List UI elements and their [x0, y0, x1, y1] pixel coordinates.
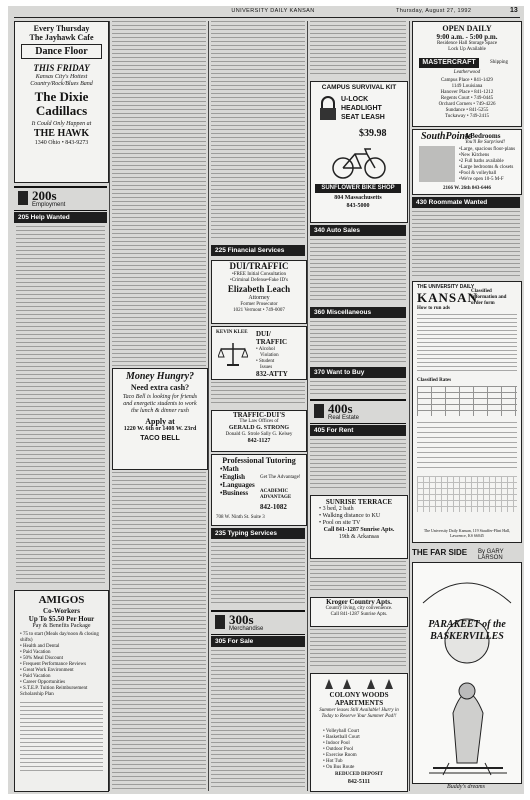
tutoring-advantage: Get The Advantage!	[260, 475, 301, 480]
bicycle-icon	[331, 146, 387, 180]
colony-item: • Exercise Room	[323, 753, 357, 758]
merchandise-section-head	[211, 610, 305, 635]
survival-store: SUNFLOWER BIKE SHOP	[315, 184, 401, 193]
real-estate-section-head	[310, 399, 406, 424]
jayhawk-dance-floor: Dance Floor	[21, 44, 102, 59]
colony-item: • Indoor Pool	[323, 741, 350, 746]
sunrise-title: SUNRISE TERRACE	[325, 498, 393, 506]
merch-300s: 300s	[229, 612, 254, 627]
masthead-rule	[14, 17, 520, 18]
mastercraft-ad	[412, 21, 522, 127]
southpointe-feature: •2 Full baths available	[459, 159, 504, 164]
colony-phone: 842-5111	[347, 779, 371, 785]
roommate-text	[412, 211, 520, 277]
kroger-line2: Call 841-1287 Sunrise Apts.	[330, 612, 388, 617]
amigos-benefit: • S.T.E.P. Tuition Reimbursement Scholarship Plan	[20, 686, 88, 697]
tutoring-address: 708 W. Ninth St. Suite 3	[216, 515, 265, 520]
jayhawk-cafe-ad	[14, 21, 109, 183]
southpointe-feature: •Pool & volleyball	[459, 171, 497, 176]
southpointe-logo: SouthPointe	[421, 131, 473, 142]
for-sale-header: 305 For Sale	[211, 636, 305, 647]
klee-line4: Violation	[260, 353, 279, 358]
amigos-benefit: • Health and Dental	[20, 644, 60, 649]
miscellaneous-header: 360 Miscellaneous	[310, 307, 406, 318]
survival-address: 804 Massachusetts	[334, 195, 382, 201]
amigos-benefit: • Paid Vacation	[20, 674, 51, 679]
mc-locations	[417, 78, 517, 120]
campus-survival-kit-ad	[310, 81, 408, 223]
page-number: 13	[510, 7, 518, 14]
tutoring-item: •Math	[220, 465, 239, 473]
amigos-benefit: • 75 to start (Meals day/noon & closing shifts)	[20, 632, 99, 643]
kroger-country-ad	[310, 597, 408, 627]
southpointe-feature: •We're open 10-5 M-F	[459, 177, 504, 182]
mc-line2: Lock Up Available	[448, 47, 486, 52]
colony-list	[323, 729, 360, 771]
taco-address: 1220 W. 6th or 1408 W. 23rd	[123, 426, 197, 432]
dui-title: DUI/TRAFFIC	[229, 261, 289, 271]
house-icon	[314, 404, 324, 418]
far-side-byline: By GARY LARSON	[478, 549, 504, 561]
southpointe-feature: •Large, spacious floor-plans	[459, 147, 516, 152]
merchandise-icon	[215, 615, 225, 629]
amigos-benefit: • Great Work Environment	[20, 668, 74, 673]
traffic-line2: Donald G. Strole Sally G. Kelsey	[225, 432, 293, 437]
amigos-benefit: • Paid Vacation	[20, 650, 51, 655]
auto-sales-text	[310, 239, 406, 303]
taco-extra-cash: Need extra cash?	[130, 383, 190, 392]
amigos-body-text	[20, 702, 103, 772]
classified-header-small: THE UNIVERSITY DAILY	[417, 284, 475, 290]
colony-line1: Summer leases Still Available! Hurry in Today to Reserve Your Summer Pad!!	[319, 708, 399, 719]
roommate-wanted-header: 430 Roommate Wanted	[412, 197, 520, 208]
jayhawk-line11: 1340 Ohio • 843-9273	[34, 140, 89, 146]
traffic-title: TRAFFIC-DUI'S	[232, 411, 286, 419]
southpointe-features	[459, 147, 519, 183]
dui-line2: •Criminal Defense•Fake ID's	[230, 278, 288, 283]
amigos-pay: Up To $5.50 Per Hour	[28, 615, 95, 623]
survival-price: $39.98	[359, 128, 387, 139]
help-wanted-header-1: 205 Help Wanted	[14, 212, 107, 223]
classified-kansan: KANSAN	[417, 290, 478, 305]
amigos-benefit: • 50% Meal Discount	[20, 656, 63, 661]
typing-services-header: 235 Typing Services	[211, 528, 305, 539]
taco-apply: Apply at	[145, 417, 175, 426]
classified-instructions	[417, 314, 517, 374]
typing-text	[211, 542, 305, 606]
mc-line1: Residence Hall Storage Space	[436, 41, 498, 46]
help-wanted-text-3	[112, 472, 206, 790]
survival-item-2: HEADLIGHT	[341, 105, 382, 112]
jayhawk-line10: THE HAWK	[33, 128, 90, 139]
kroger-title: Kroger Country Apts.	[326, 598, 392, 606]
sunrise-terrace-ad	[310, 495, 408, 559]
employment-200s: 200s	[32, 188, 57, 203]
help-wanted-text-4	[211, 21, 305, 241]
realestate-label: Real Estate	[328, 415, 360, 421]
employment-section-head	[14, 186, 107, 211]
taco-bell-ad	[112, 368, 208, 470]
kevin-klee-ad	[211, 326, 307, 380]
sunrise-phone: Call 841-1287 Sunrise Apts.	[323, 527, 395, 533]
colony-title: COLONY WOODS APARTMENTS	[329, 691, 389, 707]
far-side-caption: Buddy's dreams	[447, 784, 485, 790]
for-sale-text	[211, 650, 305, 790]
masthead: UNIVERSITY DAILY KANSAN	[231, 8, 315, 14]
realestate-400s: 400s	[328, 401, 353, 416]
mc-hours: 9:00 a.m. - 5:00 p.m.	[436, 33, 498, 41]
southpointe-phone: 2166 W. 26th 843-6446	[442, 186, 492, 191]
mc-location: Hanover Place • 841-1212	[440, 90, 494, 95]
employment-icon	[18, 191, 28, 205]
amigos-ad	[14, 590, 109, 792]
mc-location: 1149 Louisiana	[451, 84, 483, 89]
taco-money-hungry: Money Hungry?	[125, 371, 195, 382]
mc-shipping: Shipping	[489, 60, 509, 65]
amigos-benefit: • Frequent Performance Reviews	[20, 662, 87, 667]
klee-phone: 832-ATTY	[256, 370, 288, 378]
jayhawk-line9: It Could Only Happen at	[31, 121, 92, 127]
cartoon-balloon-text: PARAKEET of the BASKERVILLES	[428, 619, 506, 642]
dui-role: Attorney	[248, 295, 270, 301]
sunrise-address: 19th & Arkansas	[338, 534, 380, 540]
jayhawk-line6: Country/Rock/Blues Band	[30, 81, 93, 87]
tutoring-item: •Business	[220, 489, 249, 497]
sunrise-item: • Walking distance to KU	[319, 513, 381, 519]
klee-name: KEVIN KLEE	[216, 330, 248, 335]
mc-open-daily: OPEN DAILY	[442, 24, 492, 33]
want-to-buy-header: 370 Want to Buy	[310, 367, 406, 378]
dui-address: 1021 Vermont • 749-0007	[233, 308, 285, 313]
klee-line1: DUI/	[256, 330, 271, 338]
merch-label: Merchandise	[229, 626, 264, 632]
southpointe-4bed: 4 Bedrooms	[465, 132, 501, 140]
survival-item-1: U-LOCK	[341, 96, 369, 103]
taco-body: Taco Bell is looking for friends and energetic students to work the lunch & dinner rush	[122, 394, 198, 414]
mc-location: Regents Court • 749-0445	[440, 96, 494, 101]
jayhawk-line5: Kansas City's Hottest	[35, 74, 88, 80]
traffic-phone: 842-1127	[247, 438, 271, 444]
classified-grid[interactable]	[417, 476, 517, 512]
jayhawk-line7: The Dixie	[34, 89, 89, 104]
survival-title: CAMPUS SURVIVAL KIT	[321, 84, 397, 91]
tutoring-item: •English	[220, 473, 246, 481]
tutoring-title: Professional Tutoring	[222, 456, 296, 465]
southpointe-ad	[412, 129, 522, 195]
colony-item: • Outdoor Pool	[323, 747, 354, 752]
for-rent-text-1	[310, 439, 406, 491]
dui-traffic-ad	[211, 260, 307, 324]
classified-rate-table	[417, 386, 517, 416]
mc-location: Sundance • 841-5255	[445, 108, 489, 113]
for-rent-text-3	[310, 629, 406, 669]
issue-date: Thursday, August 27, 1992	[396, 8, 472, 14]
klee-line2: TRAFFIC	[256, 338, 288, 346]
help-wanted-text-1	[16, 226, 105, 586]
scales-icon	[218, 341, 248, 367]
colony-woods-ad	[310, 673, 408, 792]
cartoon-drawing	[413, 563, 521, 783]
sunrise-item: • 3 bed, 2 bath	[319, 506, 354, 512]
column-rule	[307, 21, 308, 791]
lock-icon	[317, 96, 339, 122]
survival-phone: 843-5000	[346, 203, 370, 209]
tutoring-phone: 842-1082	[260, 503, 287, 511]
miscellaneous-text	[310, 321, 406, 363]
amigos-package: Pay & Benefits Package	[32, 623, 91, 629]
amigos-benefit: • Career Opportunities	[20, 680, 66, 685]
tutoring-name: ACADEMIC ADVANTAGE	[260, 489, 292, 500]
for-rent-text-2	[310, 561, 406, 593]
southpointe-feature: •Large bedrooms & closets	[459, 165, 514, 170]
klee-line6: Issues	[260, 365, 273, 370]
column-rule	[109, 21, 110, 791]
colony-item: • On Bus Route	[323, 765, 355, 770]
for-rent-header: 405 For Rent	[310, 425, 406, 436]
classified-info: Classified Information and order form	[471, 289, 507, 306]
classified-address: The University Daily Kansan, 119 Stauffer-Flint Hall, Lawrence, KS 66045	[423, 528, 511, 538]
amigos-benefits	[15, 632, 108, 698]
dui-name: Elizabeth Leach	[227, 284, 291, 294]
amigos-title: AMIGOS	[38, 594, 85, 606]
tutoring-ad	[211, 454, 307, 526]
sunrise-item: • Pool on site TV	[319, 520, 361, 526]
traffic-name: GERALD G. STRONG	[228, 425, 290, 431]
kroger-line1: Country living, city convenience.	[325, 606, 393, 611]
employment-label: Employment	[32, 202, 66, 208]
dui-line1: •FREE Initial Consultation	[232, 272, 286, 277]
amigos-sub: Co-Workers	[43, 607, 80, 615]
mc-location: Campus Place • 841-1429	[441, 78, 493, 83]
newspaper-page	[8, 6, 524, 794]
help-wanted-text-5	[310, 21, 406, 77]
traffic-dui-ad	[211, 410, 307, 452]
mc-location: Orchard Corners • 749-4226	[438, 102, 496, 107]
far-side-cartoon	[412, 562, 522, 784]
colony-item: • Hot Tub	[323, 759, 343, 764]
help-wanted-text-2	[112, 21, 206, 366]
jayhawk-this-friday: THIS FRIDAY	[33, 63, 90, 73]
southpointe-photo	[419, 146, 455, 182]
auto-sales-header: 340 Auto Sales	[310, 225, 406, 236]
classified-howto: How to run ads	[417, 306, 450, 311]
mc-leatherwood: Leatherwood	[453, 70, 481, 75]
classified-form	[412, 281, 522, 543]
dui-line3: Former Prosecutor	[240, 302, 278, 307]
colony-item: • Volleyball Court	[323, 729, 360, 734]
southpointe-feature: •New Kitchens	[459, 153, 490, 158]
traffic-line1: The Law Offices of	[239, 419, 279, 424]
colony-item: • Basketball Court	[323, 735, 360, 740]
southpointe-surprised: You'll Be Surprised!	[465, 140, 506, 145]
column-rule	[208, 21, 209, 791]
jayhawk-line2: The Jayhawk Cafe	[29, 33, 94, 42]
colony-deposit: REDUCED DEPOSIT	[335, 772, 383, 777]
trees-icon	[319, 677, 399, 691]
jayhawk-line8: Cadillacs	[35, 103, 88, 118]
classified-form-lines[interactable]	[417, 422, 517, 472]
mc-location: Tuckaway • 749-2415	[444, 114, 490, 119]
financial-text	[211, 382, 305, 406]
jayhawk-line1: Every Thursday	[33, 24, 90, 33]
taco-bell-logo: TACO BELL	[140, 435, 180, 442]
klee-line3: • Alcohol	[256, 347, 275, 352]
want-to-buy-text	[310, 381, 406, 395]
column-rule	[409, 21, 410, 791]
tutoring-item: •Languages	[220, 481, 255, 489]
financial-services-header: 225 Financial Services	[211, 245, 305, 256]
far-side-title: THE FAR SIDE	[412, 548, 468, 557]
mc-logo: MASTERCRAFT	[419, 58, 479, 68]
classified-rates: Classified Rates	[417, 378, 452, 383]
survival-item-3: SEAT LEASH	[341, 114, 385, 121]
sunrise-list	[311, 506, 407, 527]
klee-line5: • Student	[256, 359, 275, 364]
